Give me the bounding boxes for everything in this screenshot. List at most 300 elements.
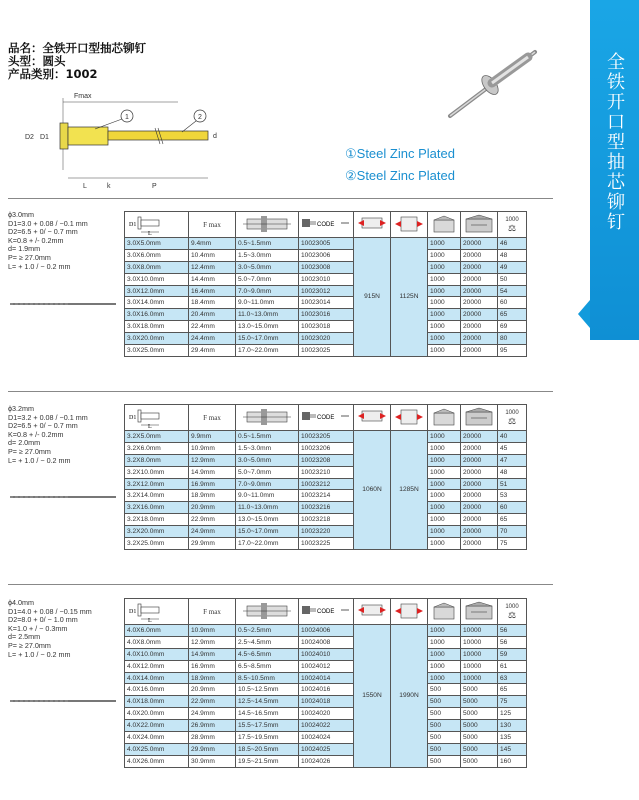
table-row — [125, 285, 527, 297]
cell-weight: 53 — [498, 490, 527, 502]
header-weight: 1000 ⚖ — [498, 212, 527, 238]
spec-block-4-0 — [8, 599, 92, 659]
material-1: ①Steel Zinc Plated — [345, 146, 455, 161]
spec-table-4-0 — [124, 598, 527, 768]
rivet-product-illustration — [440, 38, 550, 123]
spec-l: L= + 1.0 / − 0.2 mm — [8, 261, 71, 271]
cell-weight: 49 — [498, 261, 527, 273]
cell-grip-range: 13.0~15.0mm — [236, 514, 299, 526]
product-category: 产品类别：1002 — [8, 67, 98, 81]
cell-carton-qty: 5000 — [461, 696, 498, 708]
cell-box-qty: 1000 — [428, 297, 461, 309]
table-row — [125, 261, 527, 273]
cell-carton-qty: 20000 — [461, 345, 498, 357]
cell-code: 10023008 — [299, 261, 354, 273]
cell-box-qty: 1000 — [428, 648, 461, 660]
table-row — [125, 297, 527, 309]
cell-grip-range: 12.5~14.5mm — [236, 696, 299, 708]
spec-d1: D1=3.0 + 0.08 / −0.1 mm — [8, 218, 88, 228]
spec-l: L= + 1.0 / − 0.2 mm — [8, 455, 71, 465]
cell-grip-range: 15.5~17.5mm — [236, 720, 299, 732]
cell-carton-qty: 10000 — [461, 625, 498, 637]
label-l: L — [83, 183, 87, 190]
drill-bit-icon — [8, 493, 118, 501]
spec-p: P= ≥ 27.0mm — [8, 446, 51, 456]
product-header — [8, 42, 146, 81]
header-box-icon — [428, 212, 461, 238]
cell-grip-range: 4.5~6.5mm — [236, 648, 299, 660]
cell-code: 10023216 — [299, 502, 354, 514]
header-carton-icon — [461, 599, 498, 625]
header-code — [299, 212, 354, 238]
cell-grip-range: 17.0~22.0mm — [236, 538, 299, 550]
cell-fmax: 28.9mm — [189, 732, 236, 744]
cell-weight: 135 — [498, 732, 527, 744]
cell-fmax: 20.4mm — [189, 309, 236, 321]
cell-box-qty: 500 — [428, 684, 461, 696]
cell-grip-range: 2.5~4.5mm — [236, 636, 299, 648]
spec-diameter: ϕ3.0mm — [8, 210, 34, 219]
cell-box-qty: 1000 — [428, 514, 461, 526]
cell-fmax: 20.9mm — [189, 502, 236, 514]
cell-code: 10023210 — [299, 466, 354, 478]
cell-grip-range: 11.0~13.0mm — [236, 502, 299, 514]
cell-grip-range: 18.5~20.5mm — [236, 743, 299, 755]
spec-k: K=1.0 + / − 0.3mm — [8, 623, 68, 633]
cell-fmax: 26.9mm — [189, 720, 236, 732]
cell-grip-range: 1.5~3.0mm — [236, 442, 299, 454]
cell-carton-qty: 20000 — [461, 285, 498, 297]
table-row — [125, 431, 527, 443]
side-category-tab — [590, 0, 639, 340]
cell-code: 10023025 — [299, 345, 354, 357]
table-row — [125, 696, 527, 708]
cell-box-qty: 1000 — [428, 466, 461, 478]
table-row — [125, 238, 527, 250]
rivet-mandrel — [108, 131, 208, 140]
svg-text:2: 2 — [198, 114, 202, 121]
cell-box-qty: 1000 — [428, 431, 461, 443]
spec-k: K=0.8 + /- 0.2mm — [8, 429, 64, 439]
cell-box-qty: 1000 — [428, 672, 461, 684]
cell-weight: 60 — [498, 502, 527, 514]
cell-weight: 63 — [498, 672, 527, 684]
label-d2: D2 — [25, 134, 34, 141]
cell-fmax: 16.9mm — [189, 660, 236, 672]
cell-code: 10024020 — [299, 708, 354, 720]
cell-size: 4.0X16.0mm — [125, 684, 189, 696]
spec-block-3-2 — [8, 405, 88, 465]
cell-size: 3.2X20.0mm — [125, 526, 189, 538]
spec-d2: D2=6.5 + 0/ − 0.7 mm — [8, 421, 78, 431]
cell-weight: 65 — [498, 514, 527, 526]
rivet-head — [60, 123, 68, 149]
cell-box-qty: 500 — [428, 755, 461, 767]
label-p: P — [152, 183, 157, 190]
drill-bit-icon — [8, 300, 118, 308]
cell-fmax: 29.4mm — [189, 345, 236, 357]
header-carton-icon — [461, 405, 498, 431]
cell-code: 10023205 — [299, 431, 354, 443]
label-fmax: Fmax — [74, 93, 92, 100]
cell-size: 3.0X16.0mm — [125, 309, 189, 321]
header-shear-icon — [354, 405, 391, 431]
cell-carton-qty: 5000 — [461, 708, 498, 720]
svg-text:CODE: CODE — [317, 608, 335, 615]
table-row — [125, 755, 527, 767]
cell-code: 10024010 — [299, 648, 354, 660]
cell-carton-qty: 20000 — [461, 490, 498, 502]
rivet-body — [68, 127, 108, 145]
cell-carton-qty: 10000 — [461, 672, 498, 684]
cell-size: 3.2X16.0mm — [125, 502, 189, 514]
cell-carton-qty: 20000 — [461, 431, 498, 443]
cell-size: 3.2X6.0mm — [125, 442, 189, 454]
section-divider-3 — [8, 584, 553, 585]
cell-size: 4.0X14.0mm — [125, 672, 189, 684]
cell-code: 10024006 — [299, 625, 354, 637]
cell-fmax: 24.9mm — [189, 526, 236, 538]
cell-size: 3.0X10.0mm — [125, 273, 189, 285]
header-shear-icon — [354, 212, 391, 238]
cell-code: 10023018 — [299, 321, 354, 333]
header-dimension-icon — [125, 599, 189, 625]
cell-code: 10023014 — [299, 297, 354, 309]
cell-box-qty: 1000 — [428, 636, 461, 648]
spec-diameter: ϕ3.2mm — [8, 404, 34, 413]
table-row — [125, 490, 527, 502]
cell-weight: 65 — [498, 309, 527, 321]
cell-code: 10024026 — [299, 755, 354, 767]
spec-l: L= + 1.0 / − 0.2 mm — [8, 649, 71, 659]
spec-d2: D2=8.0 + 0/ − 1.0 mm — [8, 615, 78, 625]
svg-text:D1: D1 — [128, 414, 136, 421]
cell-weight: 56 — [498, 636, 527, 648]
cell-size: 4.0X10.0mm — [125, 648, 189, 660]
cell-weight: 125 — [498, 708, 527, 720]
cell-fmax: 12.9mm — [189, 636, 236, 648]
table-row — [125, 526, 527, 538]
cell-carton-qty: 20000 — [461, 514, 498, 526]
header-fmax: F max — [189, 599, 236, 625]
cell-grip-range: 14.5~16.5mm — [236, 708, 299, 720]
cell-code: 10024008 — [299, 636, 354, 648]
cell-weight: 50 — [498, 273, 527, 285]
table-row — [125, 502, 527, 514]
table-row — [125, 514, 527, 526]
table-row — [125, 672, 527, 684]
cell-weight: 95 — [498, 345, 527, 357]
side-category-title: 全铁开口型抽芯铆钉 — [604, 52, 625, 232]
cell-weight: 69 — [498, 321, 527, 333]
cell-code: 10023010 — [299, 273, 354, 285]
cell-box-qty: 1000 — [428, 261, 461, 273]
cell-weight: 59 — [498, 648, 527, 660]
header-grip-range-icon — [236, 405, 299, 431]
cell-size: 3.2X8.0mm — [125, 454, 189, 466]
table-row — [125, 454, 527, 466]
cell-carton-qty: 20000 — [461, 273, 498, 285]
spec-d: d= 1.9mm — [8, 244, 41, 254]
cell-code: 10023220 — [299, 526, 354, 538]
header-code — [299, 405, 354, 431]
table-row — [125, 708, 527, 720]
cell-carton-qty: 20000 — [461, 261, 498, 273]
cell-fmax: 14.9mm — [189, 466, 236, 478]
cell-carton-qty: 5000 — [461, 684, 498, 696]
table-row — [125, 249, 527, 261]
cell-grip-range: 3.0~5.0mm — [236, 454, 299, 466]
cell-grip-range: 0.5~1.5mm — [236, 431, 299, 443]
spec-d2: D2=6.5 + 0/ − 0.7 mm — [8, 227, 78, 237]
cell-code: 10024018 — [299, 696, 354, 708]
cell-size: 4.0X12.0mm — [125, 660, 189, 672]
cell-weight: 56 — [498, 625, 527, 637]
cell-size: 3.0X20.0mm — [125, 333, 189, 345]
table-row — [125, 309, 527, 321]
cell-code: 10024016 — [299, 684, 354, 696]
cell-box-qty: 1000 — [428, 442, 461, 454]
drill-bit-icon — [8, 697, 118, 705]
cell-weight: 65 — [498, 684, 527, 696]
cell-size: 3.0X25.0mm — [125, 345, 189, 357]
cell-size: 4.0X24.0mm — [125, 732, 189, 744]
cell-code: 10023005 — [299, 238, 354, 250]
cell-fmax: 10.4mm — [189, 249, 236, 261]
cell-size: 3.0X8.0mm — [125, 261, 189, 273]
cell-grip-range: 11.0~13.0mm — [236, 309, 299, 321]
cell-code: 10023212 — [299, 478, 354, 490]
header-dimension-icon — [125, 212, 189, 238]
svg-text:L: L — [147, 230, 152, 235]
svg-text:CODE: CODE — [317, 414, 335, 421]
label-d: d — [213, 133, 217, 140]
cell-grip-range: 1.5~3.0mm — [236, 249, 299, 261]
cell-weight: 45 — [498, 442, 527, 454]
cell-fmax: 12.4mm — [189, 261, 236, 273]
cell-shear: 1550N — [354, 625, 391, 768]
cell-fmax: 16.4mm — [189, 285, 236, 297]
table-row — [125, 466, 527, 478]
table-row — [125, 478, 527, 490]
cell-size: 3.0X12.0mm — [125, 285, 189, 297]
cell-carton-qty: 20000 — [461, 238, 498, 250]
cell-box-qty: 1000 — [428, 660, 461, 672]
cell-box-qty: 1000 — [428, 526, 461, 538]
cell-box-qty: 500 — [428, 696, 461, 708]
cell-size: 3.2X14.0mm — [125, 490, 189, 502]
cell-grip-range: 7.0~9.0mm — [236, 285, 299, 297]
cell-grip-range: 17.0~22.0mm — [236, 345, 299, 357]
cell-weight: 40 — [498, 431, 527, 443]
header-tensile-icon — [391, 599, 428, 625]
cell-box-qty: 1000 — [428, 538, 461, 550]
table-row — [125, 538, 527, 550]
svg-text:D1: D1 — [128, 608, 136, 615]
cell-weight: 54 — [498, 285, 527, 297]
spec-d: d= 2.5mm — [8, 632, 41, 642]
cell-grip-range: 17.5~19.5mm — [236, 732, 299, 744]
cell-weight: 60 — [498, 297, 527, 309]
cell-code: 10023214 — [299, 490, 354, 502]
cell-grip-range: 19.5~21.5mm — [236, 755, 299, 767]
cell-weight: 75 — [498, 538, 527, 550]
spec-k: K=0.8 + /- 0.2mm — [8, 235, 64, 245]
cell-size: 3.2X5.0mm — [125, 431, 189, 443]
cell-fmax: 9.9mm — [189, 431, 236, 443]
cell-fmax: 22.9mm — [189, 696, 236, 708]
header-tensile-icon — [391, 212, 428, 238]
cell-grip-range: 8.5~10.5mm — [236, 672, 299, 684]
cell-code: 10024024 — [299, 732, 354, 744]
cell-fmax: 12.9mm — [189, 454, 236, 466]
section-divider-1 — [8, 198, 553, 199]
cell-box-qty: 1000 — [428, 345, 461, 357]
cell-fmax: 18.9mm — [189, 672, 236, 684]
cell-size: 3.0X6.0mm — [125, 249, 189, 261]
cell-code: 10024012 — [299, 660, 354, 672]
cell-grip-range: 6.5~8.5mm — [236, 660, 299, 672]
cell-size: 4.0X22.0mm — [125, 720, 189, 732]
cell-weight: 80 — [498, 333, 527, 345]
table-row — [125, 273, 527, 285]
cell-box-qty: 1000 — [428, 333, 461, 345]
cell-carton-qty: 20000 — [461, 297, 498, 309]
cell-fmax: 10.9mm — [189, 442, 236, 454]
cell-grip-range: 3.0~5.0mm — [236, 261, 299, 273]
cell-fmax: 18.9mm — [189, 490, 236, 502]
cell-fmax: 29.9mm — [189, 743, 236, 755]
cell-size: 3.2X10.0mm — [125, 466, 189, 478]
product-head-type: 头型：圆头 — [8, 54, 66, 68]
cell-fmax: 29.9mm — [189, 538, 236, 550]
table-row — [125, 442, 527, 454]
cell-fmax: 18.4mm — [189, 297, 236, 309]
cell-size: 4.0X6.0mm — [125, 625, 189, 637]
cell-carton-qty: 20000 — [461, 333, 498, 345]
table-row — [125, 732, 527, 744]
cell-size: 4.0X18.0mm — [125, 696, 189, 708]
svg-text:D1: D1 — [128, 221, 136, 228]
label-k: k — [107, 183, 111, 190]
header-box-icon — [428, 405, 461, 431]
section-divider-2 — [8, 391, 553, 392]
cell-fmax: 30.9mm — [189, 755, 236, 767]
cell-tensile: 1285N — [391, 431, 428, 550]
cell-carton-qty: 10000 — [461, 660, 498, 672]
table-row — [125, 636, 527, 648]
cell-fmax: 9.4mm — [189, 238, 236, 250]
cell-carton-qty: 20000 — [461, 478, 498, 490]
table-row — [125, 345, 527, 357]
cell-fmax: 24.4mm — [189, 333, 236, 345]
cell-size: 4.0X26.0mm — [125, 755, 189, 767]
cell-tensile: 1125N — [391, 238, 428, 357]
cell-box-qty: 1000 — [428, 454, 461, 466]
cell-carton-qty: 20000 — [461, 442, 498, 454]
svg-text:L: L — [147, 423, 152, 428]
cell-carton-qty: 10000 — [461, 648, 498, 660]
rivet-dimension-diagram — [0, 88, 230, 198]
label-d1: D1 — [40, 134, 49, 141]
cell-box-qty: 500 — [428, 732, 461, 744]
cell-grip-range: 5.0~7.0mm — [236, 273, 299, 285]
cell-carton-qty: 20000 — [461, 466, 498, 478]
cell-carton-qty: 5000 — [461, 743, 498, 755]
cell-weight: 75 — [498, 696, 527, 708]
cell-fmax: 20.9mm — [189, 684, 236, 696]
spec-diameter: ϕ4.0mm — [8, 598, 34, 607]
header-box-icon — [428, 599, 461, 625]
cell-code: 10023206 — [299, 442, 354, 454]
header-carton-icon — [461, 212, 498, 238]
tab-arrow — [578, 300, 590, 328]
spec-d1: D1=4.0 + 0.08 / −0.15 mm — [8, 606, 92, 616]
spec-p: P= ≥ 27.0mm — [8, 640, 51, 650]
spec-table-3-2 — [124, 404, 527, 550]
spec-table-3-0 — [124, 211, 527, 357]
header-fmax: F max — [189, 405, 236, 431]
cell-box-qty: 1000 — [428, 321, 461, 333]
header-grip-range-icon — [236, 212, 299, 238]
cell-fmax: 24.9mm — [189, 708, 236, 720]
cell-size: 4.0X25.0mm — [125, 743, 189, 755]
cell-size: 3.0X18.0mm — [125, 321, 189, 333]
cell-carton-qty: 20000 — [461, 526, 498, 538]
table-row — [125, 625, 527, 637]
cell-code: 10023218 — [299, 514, 354, 526]
cell-size: 3.0X14.0mm — [125, 297, 189, 309]
cell-weight: 46 — [498, 238, 527, 250]
cell-weight: 70 — [498, 526, 527, 538]
cell-carton-qty: 10000 — [461, 636, 498, 648]
header-tensile-icon — [391, 405, 428, 431]
spec-d1: D1=3.2 + 0.08 / −0.1 mm — [8, 412, 88, 422]
cell-carton-qty: 20000 — [461, 309, 498, 321]
cell-weight: 48 — [498, 466, 527, 478]
cell-weight: 47 — [498, 454, 527, 466]
cell-box-qty: 500 — [428, 720, 461, 732]
cell-box-qty: 500 — [428, 708, 461, 720]
cell-grip-range: 9.0~11.0mm — [236, 490, 299, 502]
table-row — [125, 720, 527, 732]
cell-weight: 130 — [498, 720, 527, 732]
table-row — [125, 660, 527, 672]
cell-grip-range: 7.0~9.0mm — [236, 478, 299, 490]
cell-carton-qty: 20000 — [461, 454, 498, 466]
cell-size: 3.2X12.0mm — [125, 478, 189, 490]
cell-weight: 160 — [498, 755, 527, 767]
cell-grip-range: 0.5~1.5mm — [236, 238, 299, 250]
table-row — [125, 743, 527, 755]
cell-weight: 145 — [498, 743, 527, 755]
cell-box-qty: 1000 — [428, 490, 461, 502]
cell-fmax: 22.9mm — [189, 514, 236, 526]
cell-fmax: 16.9mm — [189, 478, 236, 490]
svg-text:L: L — [147, 617, 152, 622]
cell-size: 4.0X20.0mm — [125, 708, 189, 720]
spec-block-3-0 — [8, 211, 88, 271]
cell-carton-qty: 20000 — [461, 249, 498, 261]
cell-box-qty: 1000 — [428, 249, 461, 261]
cell-code: 10023006 — [299, 249, 354, 261]
cell-code: 10023208 — [299, 454, 354, 466]
cell-shear: 915N — [354, 238, 391, 357]
cell-box-qty: 1000 — [428, 625, 461, 637]
svg-text:CODE: CODE — [317, 221, 335, 228]
cell-size: 3.2X18.0mm — [125, 514, 189, 526]
cell-carton-qty: 20000 — [461, 538, 498, 550]
